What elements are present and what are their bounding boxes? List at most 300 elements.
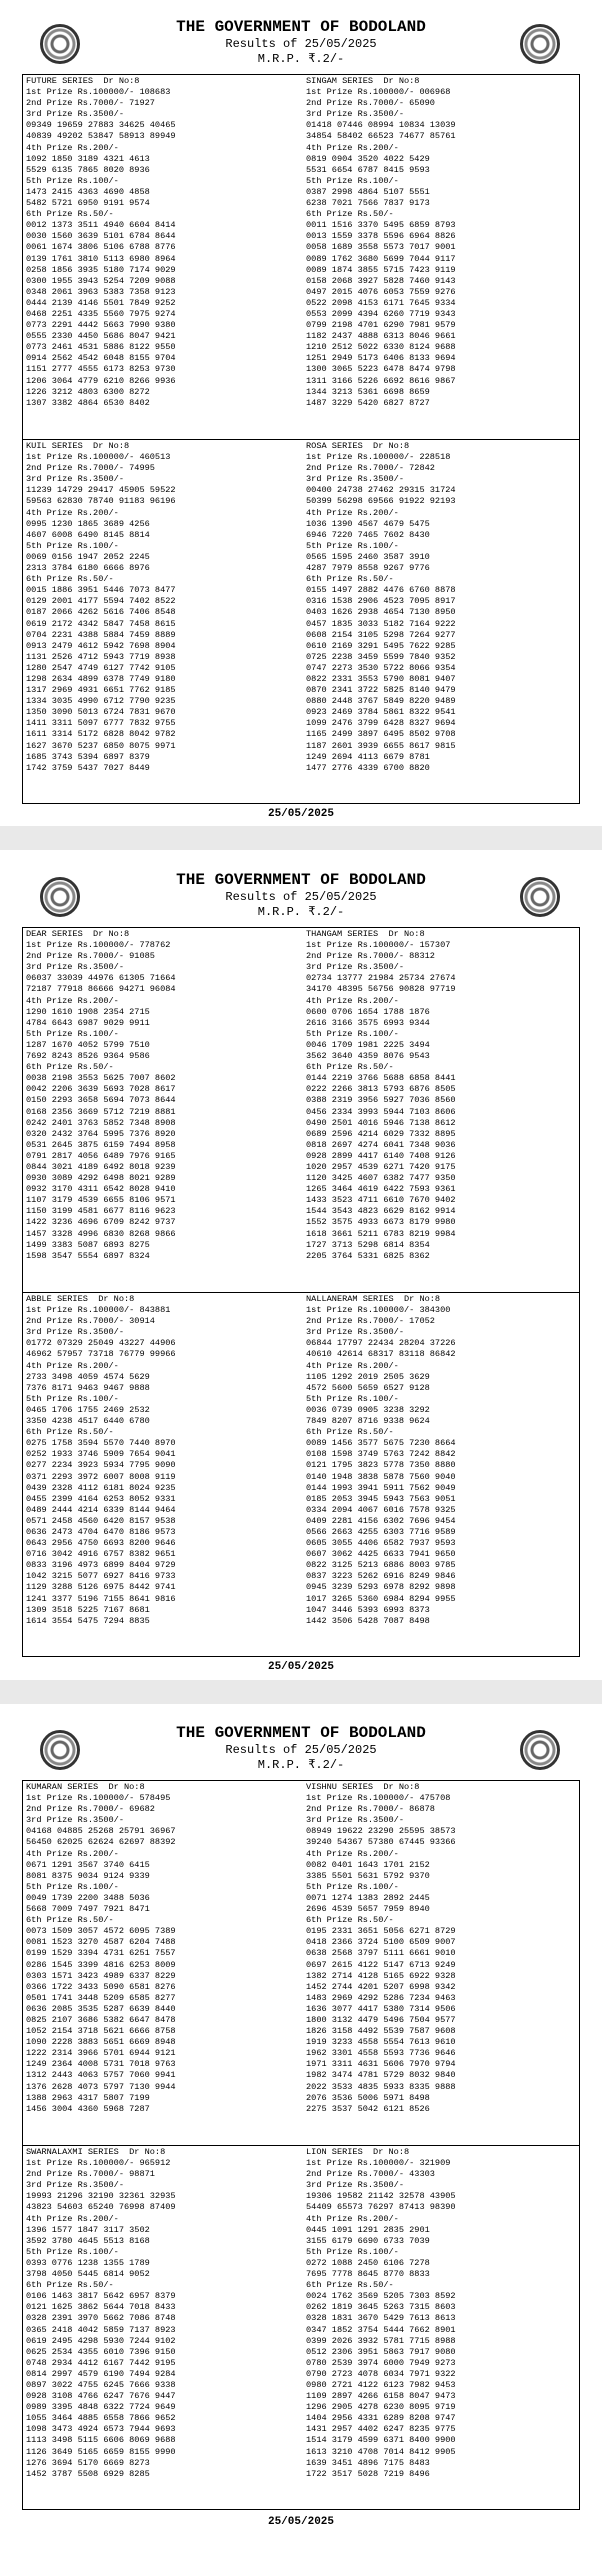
result-line: 3rd Prize Rs.3500/-	[306, 1815, 404, 1826]
result-line: 0989 3395 4848 6322 7724 9649	[26, 2402, 176, 2413]
result-line: 1344 3213 5361 6698 8659	[306, 386, 430, 397]
results-date: Results of 25/05/2025	[225, 37, 377, 51]
result-line: 2076 3536 5006 5971 8498	[306, 2092, 430, 2103]
footer-date: 25/05/2025	[267, 808, 334, 820]
result-line: 3155 6179 6690 6733 7039	[306, 2235, 430, 2246]
result-line: 39240 54367 57380 67445 93366	[306, 1837, 456, 1848]
result-line: 0468 2251 4335 5560 7975 9274	[26, 308, 176, 319]
result-line: 1105 1292 2019 2505 3629	[306, 1371, 430, 1382]
result-line: 34170 48395 56756 90828 97719	[306, 984, 456, 995]
result-line: 3rd Prize Rs.3500/-	[26, 2180, 124, 2191]
result-line: 2616 3166 3575 6993 9344	[306, 1017, 430, 1028]
series-name: SINGAM SERIES Dr No:8	[306, 76, 420, 86]
result-line: 4th Prize Rs.200/-	[306, 507, 399, 518]
result-line: 0348 2061 3963 5383 7358 9123	[26, 286, 176, 297]
result-line: 0275 1758 3594 5570 7440 8970	[26, 1438, 176, 1449]
result-line: 1376 2628 4073 5797 7130 9944	[26, 2081, 176, 2092]
result-line: 0195 2331 3651 5056 6271 8729	[306, 1926, 456, 1937]
result-line: 1249 2694 4113 6679 8781	[306, 751, 430, 762]
result-line: 3rd Prize Rs.3500/-	[306, 109, 404, 120]
result-line: 0046 1709 1981 2225 3494	[306, 1039, 430, 1050]
result-line: 1222 2314 3966 5701 6944 9121	[26, 2048, 176, 2059]
result-line: 1411 3311 5097 6777 7832 9755	[26, 718, 176, 729]
result-line: 01772 07329 25049 43227 44906	[26, 1338, 176, 1349]
result-line: 6th Prize Rs.50/-	[306, 209, 394, 220]
result-line: 6th Prize Rs.50/-	[26, 2280, 114, 2291]
result-line: 1st Prize Rs.100000/- 460513	[26, 452, 171, 463]
result-line: 0444 2139 4146 5501 7849 9252	[26, 297, 176, 308]
result-line: 0747 2273 3530 5722 8066 9354	[306, 662, 456, 673]
result-line: 1613 3210 4708 7014 8412 9905	[306, 2446, 456, 2457]
result-line: 0773 2291 4442 5663 7990 9380	[26, 320, 176, 331]
result-line: 0024 1762 3569 5205 7303 8592	[306, 2291, 456, 2302]
results-date: Results of 25/05/2025	[225, 1743, 377, 1757]
result-line: 0139 1761 3810 5113 6980 8964	[26, 253, 176, 264]
result-line: 0061 1674 3806 5106 6788 8776	[26, 242, 176, 253]
result-line: 0038 2198 3553 5625 7007 8602	[26, 1073, 176, 1084]
result-line: 1404 2956 4331 6289 8208 9747	[306, 2413, 456, 2424]
result-line: 0403 1626 2938 4654 7130 8950	[306, 607, 456, 618]
result-line: 0187 2066 4262 5616 7406 8548	[26, 607, 176, 618]
result-line: 1919 3233 4558 5554 7613 9610	[306, 2037, 456, 2048]
result-line: 2313 3784 6180 6666 8976	[26, 563, 150, 574]
result-line: 1129 3288 5126 6975 8442 9741	[26, 1582, 176, 1593]
result-line: 6th Prize Rs.50/-	[306, 1062, 394, 1073]
result-line: 4784 6643 6987 9029 9911	[26, 1017, 150, 1028]
result-line: 1499 3383 5087 6893 8275	[26, 1239, 150, 1250]
result-line: 1300 3065 5223 6478 8474 9798	[306, 364, 456, 375]
result-line: 5th Prize Rs.100/-	[26, 175, 119, 186]
result-line: 0320 2432 3764 5995 7376 8920	[26, 1128, 176, 1139]
result-line: 0522 2098 4153 6171 7645 9334	[306, 297, 456, 308]
result-line: 2nd Prize Rs.7000/- 74995	[26, 463, 155, 474]
result-line: 0825 2107 3686 5382 6647 8478	[26, 2014, 176, 2025]
result-line: 1098 3473 4924 6573 7944 9693	[26, 2424, 176, 2435]
result-line: 6th Prize Rs.50/-	[306, 574, 394, 585]
result-line: 0030 1560 3639 5101 6784 8644	[26, 231, 176, 242]
result-line: 0073 1509 3057 4572 6095 7389	[26, 1926, 176, 1937]
result-line: 2205 3764 5331 6825 8362	[306, 1250, 430, 1261]
result-line: 1598 3547 5554 6897 8324	[26, 1250, 150, 1261]
result-line: 0456 2334 3993 5944 7103 8606	[306, 1106, 456, 1117]
result-line: 1st Prize Rs.100000/- 228518	[306, 452, 451, 463]
result-line: 0082 0401 1643 1701 2152	[306, 1859, 430, 1870]
result-line: 1388 2963 4317 5807 7199	[26, 2092, 150, 2103]
result-line: 0773 2461 4531 5886 8122 9550	[26, 342, 176, 353]
result-line: 59563 62830 78740 91183 96196	[26, 496, 176, 507]
sheet-title: THE GOVERNMENT OF BODOLAND	[176, 18, 426, 36]
result-line: 1st Prize Rs.100000/- 578495	[26, 1793, 171, 1804]
result-line: 1483 2969 4292 5286 7234 9463	[306, 1992, 456, 2003]
result-line: 1st Prize Rs.100000/- 965912	[26, 2158, 171, 2169]
result-line: 2nd Prize Rs.7000/- 86878	[306, 1804, 435, 1815]
result-line: 1249 2364 4008 5731 7018 9763	[26, 2059, 176, 2070]
result-line: 1265 3464 4619 6422 7593 9361	[306, 1184, 456, 1195]
result-line: 0106 1463 3817 5642 6957 8379	[26, 2291, 176, 2302]
result-line: 3rd Prize Rs.3500/-	[26, 474, 124, 485]
result-line: 6th Prize Rs.50/-	[26, 209, 114, 220]
result-line: 0185 2053 3945 5943 7563 9051	[306, 1493, 456, 1504]
result-line: 1742 3759 5437 7027 8449	[26, 762, 150, 773]
result-line: 5th Prize Rs.100/-	[26, 540, 119, 551]
result-line: 2275 3537 5042 6121 8526	[306, 2103, 430, 2114]
result-line: 0316 1538 2906 4523 7095 8917	[306, 596, 456, 607]
result-line: 0286 1545 3399 4816 6253 8009	[26, 1959, 176, 1970]
result-line: 5th Prize Rs.100/-	[26, 2246, 119, 2257]
result-line: 0242 2401 3763 5852 7348 8908	[26, 1117, 176, 1128]
series-block	[26, 76, 296, 409]
result-line: 1st Prize Rs.100000/- 843881	[26, 1305, 171, 1316]
result-line: 1722 3517 5028 7219 8496	[306, 2468, 430, 2479]
result-line: 1639 3451 4896 7175 8483	[306, 2457, 430, 2468]
result-line: 4th Prize Rs.200/-	[26, 1848, 119, 1859]
result-line: 0258 1856 3935 5180 7174 9029	[26, 264, 176, 275]
result-line: 0844 3021 4189 6492 8018 9239	[26, 1161, 176, 1172]
series-block	[306, 1782, 576, 2115]
result-line: 7695 7778 8645 8770 8833	[306, 2269, 430, 2280]
result-line: 0445 1091 1291 2835 2901	[306, 2224, 430, 2235]
result-line: 50399 56298 69566 91922 92193	[306, 496, 456, 507]
result-line: 1126 3649 5165 6659 8155 9990	[26, 2446, 176, 2457]
result-line: 5th Prize Rs.100/-	[26, 1028, 119, 1039]
result-line: 0914 2562 4542 6048 8155 9704	[26, 353, 176, 364]
result-line: 1334 3035 4990 6712 7790 9235	[26, 696, 176, 707]
series-block	[306, 2147, 576, 2480]
divider	[23, 2145, 579, 2146]
result-line: 1st Prize Rs.100000/- 384300	[306, 1305, 451, 1316]
result-line: 0129 2001 4177 5594 7402 8522	[26, 596, 176, 607]
result-line: 0638 2568 3797 5111 6661 9010	[306, 1948, 456, 1959]
result-line: 3rd Prize Rs.3500/-	[306, 962, 404, 973]
series-name: SWARNALAXMI SERIES Dr No:8	[26, 2147, 166, 2157]
result-line: 46962 57957 73718 76779 99966	[26, 1349, 176, 1360]
result-line: 4th Prize Rs.200/-	[306, 995, 399, 1006]
result-line: 1020 2957 4539 6271 7420 9175	[306, 1161, 456, 1172]
result-line: 0300 1955 3943 5254 7209 9088	[26, 275, 176, 286]
result-line: 0012 1373 3511 4940 6604 8414	[26, 220, 176, 231]
result-line: 7376 8171 9463 9467 9888	[26, 1382, 150, 1393]
result-line: 2nd Prize Rs.7000/- 43303	[306, 2169, 435, 2180]
result-line: 0011 1516 3370 5495 6859 8793	[306, 220, 456, 231]
result-line: 0697 2615 4122 5147 6713 9249	[306, 1959, 456, 1970]
result-line: 1017 3265 5360 6984 8294 9955	[306, 1593, 456, 1604]
result-line: 40839 49202 53847 58913 89949	[26, 131, 176, 142]
result-line: 5531 6654 6787 8415 9593	[306, 164, 430, 175]
result-line: 0387 2998 4864 5107 5551	[306, 186, 430, 197]
result-line: 1092 1850 3189 4321 4613	[26, 153, 150, 164]
result-line: 0930 3089 4292 6498 8021 9289	[26, 1173, 176, 1184]
result-line: 0799 2198 4701 6290 7981 9579	[306, 320, 456, 331]
result-line: 1036 1390 4567 4679 5475	[306, 518, 430, 529]
result-line: 43823 54603 65240 76998 87409	[26, 2202, 176, 2213]
result-line: 0071 1274 1383 2892 2445	[306, 1892, 430, 1903]
result-line: 0168 2356 3669 5712 7219 8881	[26, 1106, 176, 1117]
sheet-title: THE GOVERNMENT OF BODOLAND	[176, 871, 426, 889]
result-line: 6th Prize Rs.50/-	[306, 1427, 394, 1438]
result-line: 0571 2458 4560 6420 8157 9538	[26, 1515, 176, 1526]
result-line: 02734 13777 21984 25734 27674	[306, 973, 456, 984]
result-line: 0121 1795 3823 5778 7350 8880	[306, 1460, 456, 1471]
footer-date: 25/05/2025	[267, 1661, 334, 1673]
result-line: 1151 2777 4555 6173 8253 9730	[26, 364, 176, 375]
result-line: 0144 2219 3766 5688 6858 8441	[306, 1073, 456, 1084]
result-line: 5th Prize Rs.100/-	[26, 1881, 119, 1892]
result-line: 5529 6135 7865 8020 8936	[26, 164, 150, 175]
result-line: 01418 07446 08994 10834 13039	[306, 120, 456, 131]
series-name: NALLANERAM SERIES Dr No:8	[306, 1294, 441, 1304]
result-line: 0553 2099 4394 6260 7719 9343	[306, 308, 456, 319]
result-line: 0512 2306 3951 5863 7917 9080	[306, 2346, 456, 2357]
result-line: 1241 3377 5196 7155 8641 9816	[26, 1593, 176, 1604]
result-line: 0725 2238 3459 5599 7840 9352	[306, 651, 456, 662]
result-line: 1165 2499 3897 6495 8502 9708	[306, 729, 456, 740]
result-line: 3rd Prize Rs.3500/-	[26, 1815, 124, 1826]
result-line: 1042 3215 5077 6927 8416 9733	[26, 1571, 176, 1582]
result-line: 5th Prize Rs.100/-	[306, 1881, 399, 1892]
result-line: 0150 2293 3658 5694 7073 8644	[26, 1095, 176, 1106]
result-line: 1826 3158 4492 5539 7587 9608	[306, 2026, 456, 2037]
series-block	[26, 2147, 296, 2480]
sheet-title: THE GOVERNMENT OF BODOLAND	[176, 1724, 426, 1742]
result-line: 0042 2206 3639 5693 7028 8617	[26, 1084, 176, 1095]
result-line: 1611 3314 5172 6828 8042 9782	[26, 729, 176, 740]
result-line: 1627 3670 5237 6850 8075 9971	[26, 740, 176, 751]
result-line: 1544 3543 4823 6629 8162 9914	[306, 1206, 456, 1217]
result-line: 0790 2723 4078 6034 7971 9322	[306, 2368, 456, 2379]
result-line: 2nd Prize Rs.7000/- 71927	[26, 98, 155, 109]
result-line: 0565 1595 2460 3587 3910	[306, 551, 430, 562]
result-line: 1298 2634 4899 6378 7749 9180	[26, 673, 176, 684]
result-line: 0822 3125 5213 6886 8003 9785	[306, 1560, 456, 1571]
result-line: 1113 3498 5115 6606 8069 9688	[26, 2435, 176, 2446]
result-line: 0928 2899 4417 6140 7408 9126	[306, 1150, 456, 1161]
result-line: 4th Prize Rs.200/-	[306, 142, 399, 153]
result-line: 04168 04885 25268 25791 36967	[26, 1826, 176, 1837]
result-line: 1109 2897 4266 6158 8047 9473	[306, 2391, 456, 2402]
result-line: 5th Prize Rs.100/-	[306, 540, 399, 551]
result-line: 3rd Prize Rs.3500/-	[26, 1327, 124, 1338]
result-line: 1055 3464 4885 6558 7866 9652	[26, 2413, 176, 2424]
result-line: 0409 2281 4156 6302 7696 9454	[306, 1515, 456, 1526]
result-line: 5th Prize Rs.100/-	[306, 175, 399, 186]
result-line: 1618 3661 5211 6783 8219 9984	[306, 1228, 456, 1239]
series-block	[26, 1782, 296, 2115]
result-line: 0347 1852 3754 5444 7662 8901	[306, 2324, 456, 2335]
result-line: 0089 1456 3577 5675 7230 8664	[306, 1438, 456, 1449]
result-line: 0671 1291 3567 3740 6415	[26, 1859, 150, 1870]
result-line: 6238 7021 7566 7837 9173	[306, 198, 430, 209]
result-line: 0531 2645 3875 6159 7494 8958	[26, 1139, 176, 1150]
result-line: 0108 1598 3749 5763 7242 8842	[306, 1449, 456, 1460]
result-line: 2022 3533 4835 5933 8335 9888	[306, 2081, 456, 2092]
result-line: 6th Prize Rs.50/-	[26, 1427, 114, 1438]
result-line: 2nd Prize Rs.7000/- 17052	[306, 1316, 435, 1327]
result-line: 1311 3166 5226 6692 8616 9867	[306, 375, 456, 386]
result-line: 0608 2154 3105 5298 7264 9277	[306, 629, 456, 640]
result-line: 1514 3179 4599 6371 8400 9900	[306, 2435, 456, 2446]
result-line: 0833 3196 4973 6899 8404 9729	[26, 1560, 176, 1571]
results-date: Results of 25/05/2025	[225, 890, 377, 904]
result-line: 0610 2169 3291 5495 7622 9285	[306, 640, 456, 651]
result-line: 0272 1088 2450 6106 7278	[306, 2257, 430, 2268]
result-line: 1982 3474 4781 5729 8032 9840	[306, 2070, 456, 2081]
result-line: 4th Prize Rs.200/-	[26, 142, 119, 153]
result-line: 3rd Prize Rs.3500/-	[26, 109, 124, 120]
result-line: 0013 1559 3378 5596 6964 8826	[306, 231, 456, 242]
result-line: 4th Prize Rs.200/-	[306, 1848, 399, 1859]
result-line: 3385 5501 5631 5792 9370	[306, 1870, 430, 1881]
result-line: 0780 2539 3974 6000 7949 9273	[306, 2357, 456, 2368]
result-line: 0089 1874 3855 5715 7423 9119	[306, 264, 456, 275]
result-line: 0704 2231 4388 5884 7459 8889	[26, 629, 176, 640]
result-line: 0455 2399 4164 6253 8052 9331	[26, 1493, 176, 1504]
result-line: 0497 2015 4076 6053 7559 9276	[306, 286, 456, 297]
result-line: 5482 5721 6950 9191 9574	[26, 198, 150, 209]
result-line: 0748 2934 4412 6167 7442 9195	[26, 2357, 176, 2368]
result-line: 1962 3301 4558 5593 7736 9646	[306, 2048, 456, 2059]
result-line: 0490 2501 4016 5946 7138 8612	[306, 1117, 456, 1128]
result-line: 1636 3077 4417 5380 7314 9506	[306, 2003, 456, 2014]
result-line: 0015 1886 3951 5446 7073 8477	[26, 585, 176, 596]
result-line: 0880 2448 3767 5849 8220 9489	[306, 696, 456, 707]
result-line: 1552 3575 4933 6673 8179 9980	[306, 1217, 456, 1228]
result-line: 0155 1497 2882 4476 6760 8878	[306, 585, 456, 596]
result-line: 0605 3055 4406 6582 7937 9593	[306, 1538, 456, 1549]
result-line: 2733 3498 4059 4574 5629	[26, 1371, 150, 1382]
result-line: 1150 3199 4581 6677 8116 9623	[26, 1206, 176, 1217]
result-line: 0928 3108 4766 6247 7676 9447	[26, 2391, 176, 2402]
page-separator	[0, 1680, 602, 1704]
result-line: 1047 3446 5393 6993 8373	[306, 1604, 430, 1615]
result-line: 3350 4238 4517 6440 6780	[26, 1416, 150, 1427]
series-block	[26, 441, 296, 774]
result-line: 1309 3518 5225 7167 8681	[26, 1604, 150, 1615]
result-line: 1456 3004 4360 5968 7287	[26, 2103, 150, 2114]
result-line: 3798 4050 5445 6814 9052	[26, 2269, 150, 2280]
result-line: 1st Prize Rs.100000/- 475708	[306, 1793, 451, 1804]
series-block	[306, 929, 576, 1262]
result-line: 0262 1819 3645 5263 7315 8603	[306, 2302, 456, 2313]
result-line: 06844 17797 22434 28204 37226	[306, 1338, 456, 1349]
result-line: 5668 7009 7497 7921 8471	[26, 1904, 150, 1915]
result-line: 0716 3042 4916 6757 8382 9651	[26, 1549, 176, 1560]
result-line: 3562 3640 4359 8076 9543	[306, 1051, 430, 1062]
result-line: 5th Prize Rs.100/-	[306, 2246, 399, 2257]
result-line: 1473 2415 4363 4690 4858	[26, 186, 150, 197]
result-line: 1727 3713 5298 6814 8354	[306, 1239, 430, 1250]
result-line: 1120 3425 4607 6382 7477 9350	[306, 1173, 456, 1184]
result-line: 06037 33039 44976 61305 71664	[26, 973, 176, 984]
mrp-price: M.R.P. ₹.2/-	[257, 905, 345, 919]
result-line: 1107 3179 4539 6655 8106 9571	[26, 1195, 176, 1206]
result-line: 0636 2473 4704 6470 8186 9573	[26, 1526, 176, 1537]
series-name: FUTURE SERIES Dr No:8	[26, 76, 140, 86]
result-line: 4th Prize Rs.200/-	[26, 507, 119, 518]
result-line: 4287 7979 8558 9267 9776	[306, 563, 430, 574]
result-line: 11239 14729 29417 45905 59522	[26, 485, 176, 496]
result-line: 0995 1230 1865 3689 4256	[26, 518, 150, 529]
result-line: 0365 2418 4042 5859 7137 8923	[26, 2324, 176, 2335]
result-line: 1422 3236 4696 6709 8242 9737	[26, 1217, 176, 1228]
result-line: 2nd Prize Rs.7000/- 91085	[26, 951, 155, 962]
result-line: 4th Prize Rs.200/-	[26, 2213, 119, 2224]
result-line: 1099 2476 3799 6428 8327 9694	[306, 718, 456, 729]
page-separator	[0, 826, 602, 850]
result-line: 6th Prize Rs.50/-	[306, 1915, 394, 1926]
result-line: 1296 2905 4278 6230 8095 9719	[306, 2402, 456, 2413]
result-line: 3rd Prize Rs.3500/-	[306, 2180, 404, 2191]
result-line: 1431 2957 4402 6247 8235 9775	[306, 2424, 456, 2435]
result-line: 8081 8375 9034 9124 9339	[26, 1870, 150, 1881]
result-line: 1210 2512 5022 6330 8124 9688	[306, 342, 456, 353]
result-line: 0980 2721 4122 6123 7982 9453	[306, 2379, 456, 2390]
result-line: 0328 1831 3670 5429 7613 8613	[306, 2313, 456, 2324]
result-line: 0049 1739 2200 3488 5036	[26, 1892, 150, 1903]
result-line: 0303 1571 3423 4989 6337 8229	[26, 1970, 176, 1981]
result-line: 1052 2154 3718 5621 6666 8758	[26, 2026, 176, 2037]
result-line: 0121 1625 3862 5644 7018 8433	[26, 2302, 176, 2313]
result-line: 0689 2596 4214 6029 7332 8895	[306, 1128, 456, 1139]
result-line: 0489 2444 4214 6339 8144 9464	[26, 1504, 176, 1515]
result-line: 1280 2547 4749 6127 7742 9105	[26, 662, 176, 673]
result-line: 1206 3064 4779 6210 8266 9936	[26, 375, 176, 386]
series-block	[26, 1294, 296, 1627]
result-line: 1090 2228 3883 5651 6669 8948	[26, 2037, 176, 2048]
result-line: 0897 3022 4755 6245 7666 9338	[26, 2379, 176, 2390]
result-line: 4th Prize Rs.200/-	[306, 1360, 399, 1371]
result-line: 6th Prize Rs.50/-	[26, 1062, 114, 1073]
result-line: 0393 0776 1238 1355 1789	[26, 2257, 150, 2268]
result-line: 6th Prize Rs.50/-	[26, 1915, 114, 1926]
result-line: 5th Prize Rs.100/-	[306, 1393, 399, 1404]
result-line: 0566 2663 4255 6303 7716 9589	[306, 1526, 456, 1537]
result-line: 1251 2949 5173 6406 8133 9694	[306, 353, 456, 364]
result-line: 2696 4539 5657 7959 8940	[306, 1904, 430, 1915]
result-line: 0388 2319 3956 5927 7036 8560	[306, 1095, 456, 1106]
result-line: 0144 1993 3941 5911 7562 9049	[306, 1482, 456, 1493]
result-line: 0140 1948 3838 5878 7560 9040	[306, 1471, 456, 1482]
result-line: 1287 1670 4052 5799 7510	[26, 1039, 150, 1050]
result-line: 0822 2331 3553 5790 8081 9407	[306, 673, 456, 684]
result-line: 1182 2437 4888 6313 8046 9661	[306, 331, 456, 342]
result-line: 1st Prize Rs.100000/- 108683	[26, 87, 171, 98]
result-line: 1312 2443 4063 5757 7060 9941	[26, 2070, 176, 2081]
result-line: 40610 42614 68317 83118 86842	[306, 1349, 456, 1360]
result-sheet-3	[0, 1706, 602, 2560]
result-line: 0371 2293 3972 6007 8008 9119	[26, 1471, 176, 1482]
footer-date: 25/05/2025	[267, 2516, 334, 2528]
result-line: 1685 3743 5394 6897 8379	[26, 751, 150, 762]
series-name: KUMARAN SERIES Dr No:8	[26, 1782, 145, 1792]
result-line: 1800 3132 4479 5496 7504 9577	[306, 2014, 456, 2025]
series-name: DEAR SERIES Dr No:8	[26, 929, 130, 939]
result-line: 0252 1933 3746 5909 7654 9041	[26, 1449, 176, 1460]
result-line: 1971 3311 4631 5606 7970 9794	[306, 2059, 456, 2070]
result-line: 1487 3229 5420 6827 8727	[306, 397, 430, 408]
result-line: 0837 3223 5262 6916 8249 9846	[306, 1571, 456, 1582]
divider	[23, 1292, 579, 1293]
result-line: 4607 6008 6490 8145 8814	[26, 529, 150, 540]
series-name: ABBLE SERIES Dr No:8	[26, 1294, 135, 1304]
result-line: 2nd Prize Rs.7000/- 30914	[26, 1316, 155, 1327]
result-line: 0619 2495 4298 5930 7244 9102	[26, 2335, 176, 2346]
result-line: 1st Prize Rs.100000/- 157307	[306, 940, 451, 951]
series-block	[306, 1294, 576, 1627]
result-line: 19306 19582 21142 32578 43905	[306, 2191, 456, 2202]
result-line: 1st Prize Rs.100000/- 778762	[26, 940, 171, 951]
result-line: 0819 0904 3520 4022 5429	[306, 153, 430, 164]
result-line: 0366 1722 3433 5090 6581 8276	[26, 1981, 176, 1992]
